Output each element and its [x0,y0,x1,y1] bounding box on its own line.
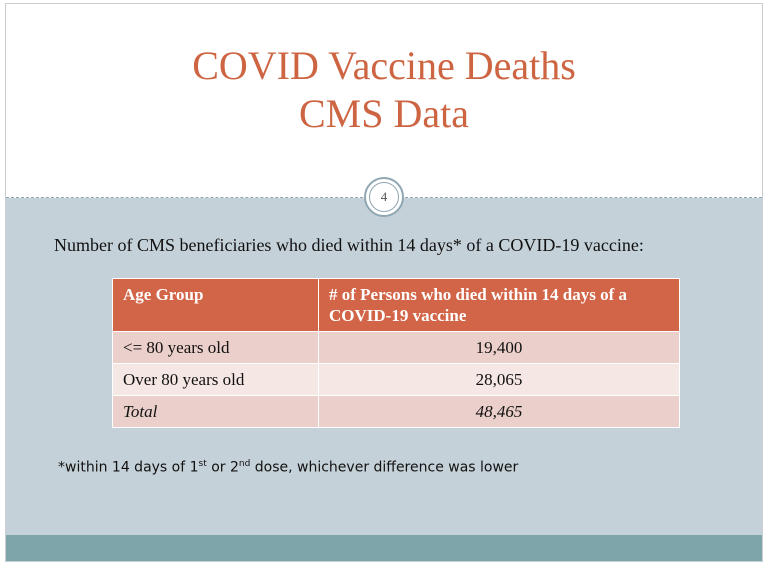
persons-cell: 28,065 [319,364,680,396]
footnote-part-2: or 2 [206,459,239,476]
footnote-part-3: dose, whichever difference was lower [250,459,519,476]
header-age-group: Age Group [113,279,319,332]
footer-band [6,535,762,562]
footnote-part-1: *within 14 days of 1 [58,459,199,476]
table-header-row [113,279,680,332]
slide [5,3,763,562]
age-group-cell: Over 80 years old [113,364,319,396]
footnote-sup-1: st [198,459,207,469]
table-row [113,332,680,364]
title-line-2: CMS Data [299,91,469,136]
age-group-cell: Total [113,396,319,428]
table-row [113,364,680,396]
title-area [6,4,762,197]
page-number-badge [364,177,404,217]
header-persons-died: # of Persons who died within 14 days of a COVID-19 vaccine [319,279,680,332]
title-line-1: COVID Vaccine Deaths [192,43,576,88]
persons-cell: 19,400 [319,332,680,364]
page-number: 4 [369,182,399,212]
table-row-total [113,396,680,428]
persons-cell: 48,465 [319,396,680,428]
slide-title [6,42,762,138]
age-group-cell: <= 80 years old [113,332,319,364]
footnote-sup-2: nd [238,459,251,469]
intro-text: Number of CMS beneficiaries who died within 14 days* of a COVID-19 vaccine: [54,235,644,255]
footnote [58,459,518,476]
deaths-table [112,278,680,428]
